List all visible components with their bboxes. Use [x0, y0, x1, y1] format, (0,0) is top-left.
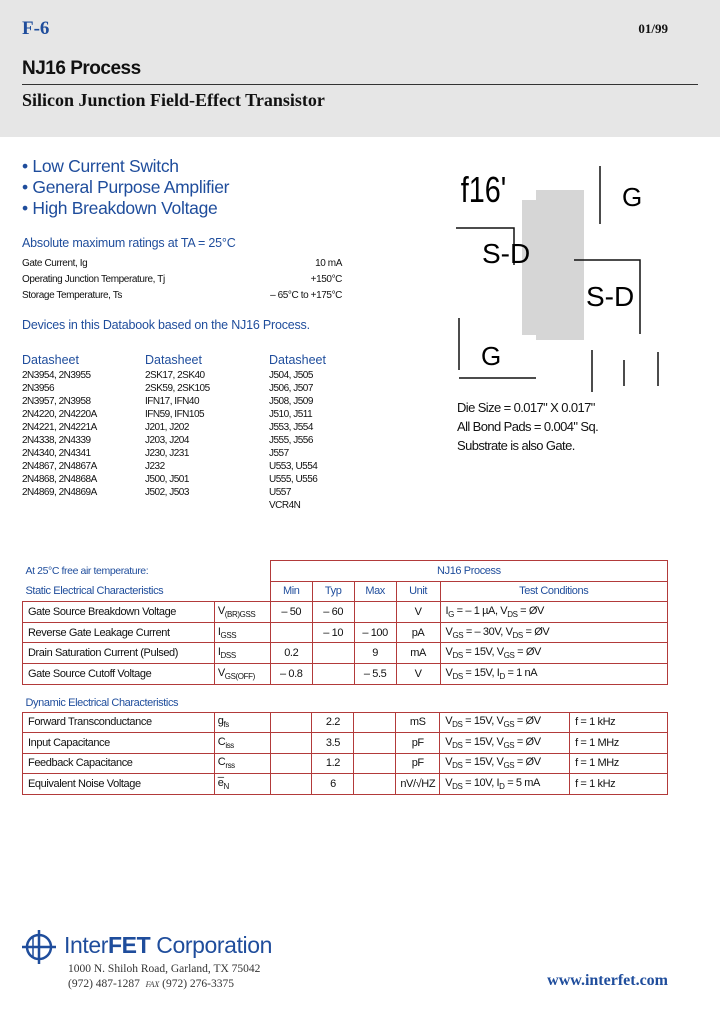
rating-row [22, 288, 342, 304]
parameter-symbol: $C_{iss}$ [214, 733, 270, 754]
value-max: 9 [354, 643, 396, 664]
ratings-list [22, 256, 342, 304]
test-frequency: f = 1 MHz [570, 753, 668, 774]
test-conditions: $I_G$ = – 1 µA, $V_{DS}$ = ØV [440, 602, 668, 623]
test-conditions: $V_{DS} = 15V$, $V_{GS}$ = ØV [440, 712, 570, 733]
rating-row [22, 256, 342, 272]
die-label-g-top: G [622, 182, 643, 212]
datasheet-column-2 [145, 353, 210, 499]
datasheet-part: J203, J204 [145, 435, 189, 446]
table-row [23, 733, 668, 754]
datasheet-part: IFN17, IFN40 [145, 396, 200, 407]
page-title: NJ16 Process [22, 58, 141, 79]
value-max [354, 712, 396, 733]
value-max [354, 733, 396, 754]
value-unit: pF [396, 753, 440, 774]
parameter-label: Feedback Capacitance [23, 753, 215, 774]
value-typ [312, 643, 354, 664]
datasheet-part: J555, J556 [269, 435, 313, 446]
test-conditions: $V_{DS} = 15V$, $I_D = 1$ nA [440, 663, 668, 684]
test-conditions: $V_{DS} = 15V$, $V_{GS}$ = ØV [440, 753, 570, 774]
table-row [23, 774, 668, 795]
value-max [354, 753, 396, 774]
static-section-title: Static Electrical Characteristics [25, 585, 164, 598]
rating-value: – 65°C to +175°C [270, 290, 342, 301]
value-unit: V [396, 663, 440, 684]
value-min [270, 733, 312, 754]
datasheet-column-1 [22, 353, 97, 499]
datasheet-column-3 [269, 353, 326, 512]
value-min [270, 712, 312, 733]
die-marking: f16' [460, 168, 507, 210]
street-address: 1000 N. Shiloh Road, Garland, TX 75042 [68, 963, 261, 975]
value-typ: 6 [312, 774, 354, 795]
datasheet-part: J500, J501 [145, 474, 189, 485]
parameter-label: Forward Transconductance [23, 712, 215, 733]
datasheet-part: 2N4869, 2N4869A [22, 487, 97, 498]
datasheet-part: 2N4867, 2N4867A [22, 461, 97, 472]
website-link[interactable]: www.interfet.com [547, 972, 668, 989]
value-max [354, 774, 396, 795]
datasheet-part: J232 [145, 461, 165, 472]
page-id: F-6 [22, 18, 50, 39]
datasheet-part: 2SK59, 2SK105 [145, 383, 210, 394]
table-row [23, 712, 668, 733]
table-row [23, 602, 668, 623]
test-frequency: f = 1 MHz [570, 733, 668, 754]
dynamic-characteristics-table [22, 694, 668, 795]
company-name-pre: Inter [64, 932, 109, 958]
parameter-label: Drain Saturation Current (Pulsed) [23, 643, 215, 664]
dynamic-section-title: Dynamic Electrical Characteristics [25, 696, 179, 709]
phone-line [68, 977, 260, 992]
datasheet-header: Datasheet [145, 353, 202, 367]
value-unit: nV/√HZ [396, 774, 440, 795]
page-subtitle: Silicon Junction Field-Effect Transistor [22, 90, 325, 110]
value-unit: V [396, 602, 440, 623]
datasheet-part: U555, U556 [269, 474, 318, 485]
value-typ: 2.2 [312, 712, 354, 733]
process-label: NJ16 Process [270, 561, 667, 582]
parameter-symbol: $V_{(BR)GSS}$ [214, 602, 270, 623]
value-min: – 50 [270, 602, 312, 623]
datasheet-part: 2N4340, 2N4341 [22, 448, 91, 459]
company-name-post: Corporation [150, 932, 273, 958]
test-conditions: $V_{DS} = 10V$, $I_D = 5$ mA [440, 774, 570, 795]
rating-value: 10 mA [315, 258, 342, 269]
value-min [270, 622, 312, 643]
parameter-symbol: $V_{GS(OFF)}$ [214, 663, 270, 684]
datasheet-part: 2N3954, 2N3955 [22, 370, 91, 381]
datasheet-part: J201, J202 [145, 422, 189, 433]
datasheet-part: J553, J554 [269, 422, 313, 433]
rating-label: Operating Junction Temperature, Tj [22, 274, 165, 285]
die-diagram [456, 160, 668, 392]
datasheet-header: Datasheet [269, 353, 326, 367]
value-max [354, 602, 396, 623]
parameter-label: Gate Source Breakdown Voltage [23, 602, 215, 623]
value-typ: – 60 [312, 602, 354, 623]
die-label-g-bottom: G [481, 341, 502, 371]
company-name [64, 932, 272, 959]
value-typ: – 10 [312, 622, 354, 643]
die-label-sd-left: S-D [482, 238, 531, 269]
datasheet-part: U553, U554 [269, 461, 318, 472]
datasheet-part: J506, J507 [269, 383, 313, 394]
value-typ [312, 663, 354, 684]
value-unit: mS [396, 712, 440, 733]
parameter-label: Gate Source Cutoff Voltage [23, 663, 215, 684]
value-typ: 1.2 [312, 753, 354, 774]
phone: (972) 487-1287 [68, 978, 140, 990]
value-min [270, 774, 312, 795]
datasheet-part: J230, J231 [145, 448, 189, 459]
value-max: – 100 [354, 622, 396, 643]
datasheet-part: 2N3956 [22, 383, 55, 394]
die-size: Die Size = 0.017" X 0.017" [457, 400, 595, 415]
datasheet-part: U557 [269, 487, 291, 498]
test-frequency: f = 1 kHz [570, 712, 668, 733]
table-row [23, 622, 668, 643]
static-rows [23, 602, 668, 684]
feature-item: • High Breakdown Voltage [22, 198, 218, 218]
value-typ: 3.5 [312, 733, 354, 754]
value-unit: pA [396, 622, 440, 643]
devices-title: Devices in this Databook based on the NJ16 Process. [22, 318, 310, 332]
bond-pads: All Bond Pads = 0.004" Sq. [457, 419, 599, 434]
parameter-label: Equivalent Noise Voltage [23, 774, 215, 795]
datasheet-part: IFN59, IFN105 [145, 409, 205, 420]
value-min [270, 753, 312, 774]
rating-label: Storage Temperature, Ts [22, 290, 122, 301]
datasheet-part: 2N4868, 2N4868A [22, 474, 97, 485]
date: 01/99 [638, 21, 668, 36]
parameter-symbol: $C_{rss}$ [214, 753, 270, 774]
die-info [457, 398, 598, 455]
feature-item: • General Purpose Amplifier [22, 177, 230, 197]
datasheet-part: 2N4221, 2N4221A [22, 422, 97, 433]
datasheet-part: 2N4338, 2N4339 [22, 435, 91, 446]
temperature-note: At 25°C free air temperature: [25, 564, 149, 577]
datasheet-part: J502, J503 [145, 487, 189, 498]
die-label-sd-right: S-D [586, 281, 635, 312]
address-block [68, 962, 260, 992]
table-row [23, 753, 668, 774]
rating-label: Gate Current, Ig [22, 258, 88, 269]
ratings-title: Absolute maximum ratings at TA = 25°C [22, 236, 236, 250]
parameter-label: Reverse Gate Leakage Current [23, 622, 215, 643]
company-name-bold: FET [108, 932, 151, 958]
value-min: – 0.8 [270, 663, 312, 684]
datasheet-part: 2SK17, 2SK40 [145, 370, 205, 381]
die-gate-region [536, 190, 584, 340]
col-min: Min [270, 581, 312, 602]
feature-list [22, 156, 229, 219]
parameter-symbol: $I_{GSS}$ [214, 622, 270, 643]
value-max: – 5.5 [354, 663, 396, 684]
value-unit: pF [396, 733, 440, 754]
test-conditions: $V_{GS}$ = – 30V, $V_{DS}$ = ØV [440, 622, 668, 643]
parameter-symbol: $I_{DSS}$ [214, 643, 270, 664]
datasheet-part: J557 [269, 448, 289, 459]
value-min: 0.2 [270, 643, 312, 664]
fax: (972) 276-3375 [162, 978, 235, 990]
parameter-label: Input Capacitance [23, 733, 215, 754]
value-unit: mA [396, 643, 440, 664]
col-conditions: Test Conditions [440, 581, 668, 602]
parameter-symbol: $e̅_N$ [214, 774, 270, 795]
datasheet-part: J508, J509 [269, 396, 313, 407]
substrate-note: Substrate is also Gate. [457, 438, 575, 453]
datasheet-part: J504, J505 [269, 370, 313, 381]
col-typ: Typ [312, 581, 354, 602]
header-rule [22, 84, 698, 85]
col-max: Max [354, 581, 396, 602]
fax-label: FAX [145, 980, 160, 989]
test-conditions: $V_{DS} = 15V$, $V_{GS}$ = ØV [440, 733, 570, 754]
rating-row [22, 272, 342, 288]
datasheet-part: J510, J511 [269, 409, 313, 420]
feature-item: • Low Current Switch [22, 156, 179, 176]
test-conditions: $V_{DS} = 15V$, $V_{GS}$ = ØV [440, 643, 668, 664]
dynamic-rows [23, 712, 668, 794]
datasheet-part: 2N3957, 2N3958 [22, 396, 91, 407]
datasheet-part: VCR4N [269, 500, 301, 511]
interfet-logo-icon [22, 930, 56, 964]
datasheet-header: Datasheet [22, 353, 79, 367]
parameter-symbol: $g_{fs}$ [214, 712, 270, 733]
test-frequency: f = 1 kHz [570, 774, 668, 795]
table-row [23, 663, 668, 684]
col-unit: Unit [396, 581, 440, 602]
datasheet-part: 2N4220, 2N4220A [22, 409, 97, 420]
table-row [23, 643, 668, 664]
static-characteristics-table [22, 560, 668, 685]
rating-value: +150°C [310, 274, 342, 285]
